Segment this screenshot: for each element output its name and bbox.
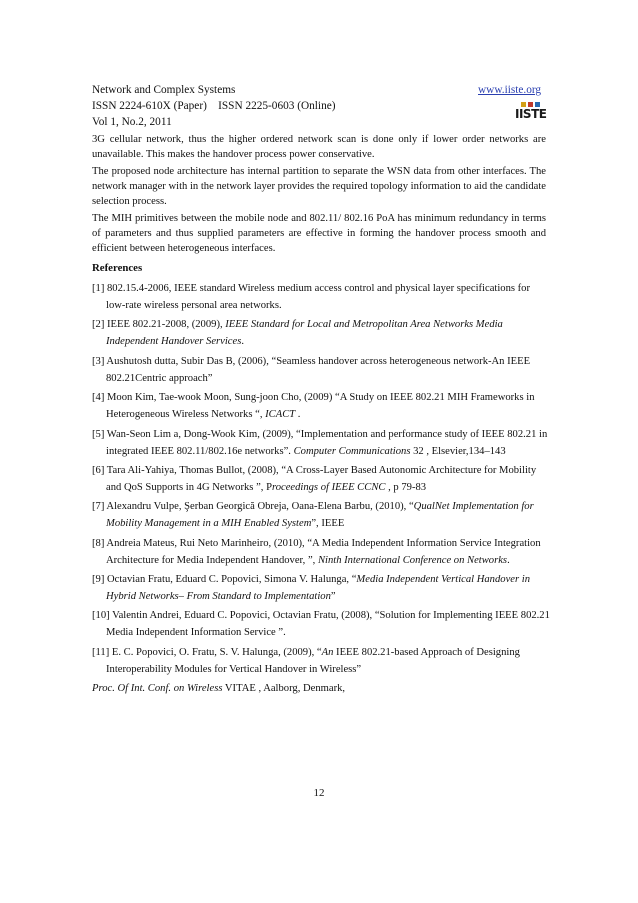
reference-text: [1] 802.15.4-2006, IEEE standard Wireless medium access control and physical layer specifications for low-rate wireless personal area networks.	[92, 283, 531, 312]
paragraph: The proposed node architecture has internal partition to separate the WSN data from other interfaces. The network manager with in the network layer provides the required topology information to aid the candidate selection process.	[92, 166, 546, 207]
reference-item	[92, 607, 550, 641]
reference-item	[92, 389, 550, 423]
reference-text: .	[241, 336, 244, 348]
reference-text: [7] Alexandru Vulpe, Şerban Georgică Obreja, Oana-Elena Barbu, (2010), “	[92, 501, 414, 513]
logo-wordmark: IISTE	[515, 107, 547, 121]
reference-text: ”, IEEE	[311, 518, 345, 530]
website-link[interactable]: www.iiste.org	[478, 84, 542, 96]
reference-text: .	[295, 409, 301, 421]
reference-text: [2] IEEE 802.21-2008, (2009),	[92, 319, 226, 331]
paragraph: The MIH primitives between the mobile node and 802.11/ 802.16 PoA has minimum redundancy in terms of parameters and thus supplied parameters are effective in forming the handover process smooth and efficient between heterogeneous interfaces.	[92, 213, 546, 254]
reference-text: [9] Octavian Fratu, Eduard C. Popovici, Simona V. Halunga, “	[92, 574, 357, 585]
reference-text: ”	[330, 591, 336, 603]
reference-item	[92, 316, 550, 350]
reference-text: [4] Moon Kim, Tae-wook Moon, Sung-joon Cho, (2009) “A Study on IEEE 802.21 MIH Frameworks in Heterogeneous Wireless Networks “,	[92, 392, 535, 421]
page-number: 12	[313, 787, 325, 799]
running-header	[92, 82, 336, 130]
reference-text: [3] Aushutosh dutta, Subir Das B, (2006), “Seamless handover across heterogeneous network-An IEEE 802.21Centric approach”	[92, 355, 531, 384]
reference-item	[92, 644, 550, 678]
body-text	[92, 132, 546, 258]
reference-text: [8] Andreia Mateus, Rui Neto Marinheiro, (2010), “A Media Independent Information Service Integration Architecture for Media Independent Handover, ”,	[92, 537, 541, 566]
reference-item	[92, 680, 550, 697]
journal-name: Network and Complex Systems	[92, 84, 236, 96]
reference-italic-text: Media Independent Vertical Handover in Hybrid Networks– From Standard to Implementation	[106, 574, 530, 603]
volume-line: Vol 1, No.2, 2011	[92, 116, 172, 128]
reference-item	[92, 535, 550, 569]
reference-list	[92, 280, 550, 699]
reference-text: [6] Tara Ali-Yahiya, Thomas Bullot, (2008), “A Cross-Layer Based Autonomic Architecture for Mobility and QoS Supports in 4G Networks ”, P	[92, 464, 537, 493]
reference-italic-text: Proc. Of Int. Conf. on Wireless	[92, 683, 223, 695]
reference-text: VITAE , Aalborg, Denmark,	[222, 683, 346, 695]
reference-text: [11] E. C. Popovici, O. Fratu, S. V. Halunga, (2009), “	[92, 646, 322, 658]
reference-italic-text: QualNet Implementation for Mobility Management in a MIH Enabled System	[106, 501, 534, 530]
reference-italic-text: IEEE Standard for Local and Metropolitan Area Networks Media Independent Handover Services	[106, 319, 503, 348]
reference-item	[92, 498, 550, 532]
reference-italic-text: ICACT	[265, 409, 296, 421]
references-heading: References	[92, 262, 143, 274]
reference-item	[92, 353, 550, 387]
paragraph: 3G cellular network, thus the higher ordered network scan is done only if lower order networks are unavailable. This makes the handover process power conservative.	[92, 134, 546, 160]
reference-item	[92, 462, 550, 496]
reference-italic-text: An	[321, 646, 334, 658]
iiste-logo	[515, 102, 545, 124]
reference-item	[92, 571, 550, 605]
reference-item	[92, 280, 550, 314]
reference-text: .	[507, 554, 510, 566]
reference-italic-text: Ninth International Conference on Networks	[317, 554, 508, 566]
reference-italic-text: Computer Communications	[293, 445, 411, 457]
reference-text: [10] Valentin Andrei, Eduard C. Popovici, Octavian Fratu, (2008), “Solution for Implementing IEEE 802.21 Media Independent Information Service ”.	[92, 610, 550, 639]
reference-text: , p 79-83	[385, 481, 427, 493]
reference-item	[92, 426, 550, 460]
reference-text: IEEE 802.21-based Approach of Designing Interoperability Modules for Vertical Handover in Wireless”	[106, 646, 520, 675]
reference-text: 32 , Elsevier,134–143	[410, 445, 506, 457]
reference-text: [5] Wan-Seon Lim a, Dong-Wook Kim, (2009), “Implementation and performance study of IEEE 802.21 in integrated IEEE 802.11/802.16e networks”.	[92, 428, 548, 457]
issn-line: ISSN 2224-610X (Paper) ISSN 2225-0603 (Online)	[92, 100, 336, 112]
reference-italic-text: roceedings of IEEE CCNC	[271, 481, 386, 493]
